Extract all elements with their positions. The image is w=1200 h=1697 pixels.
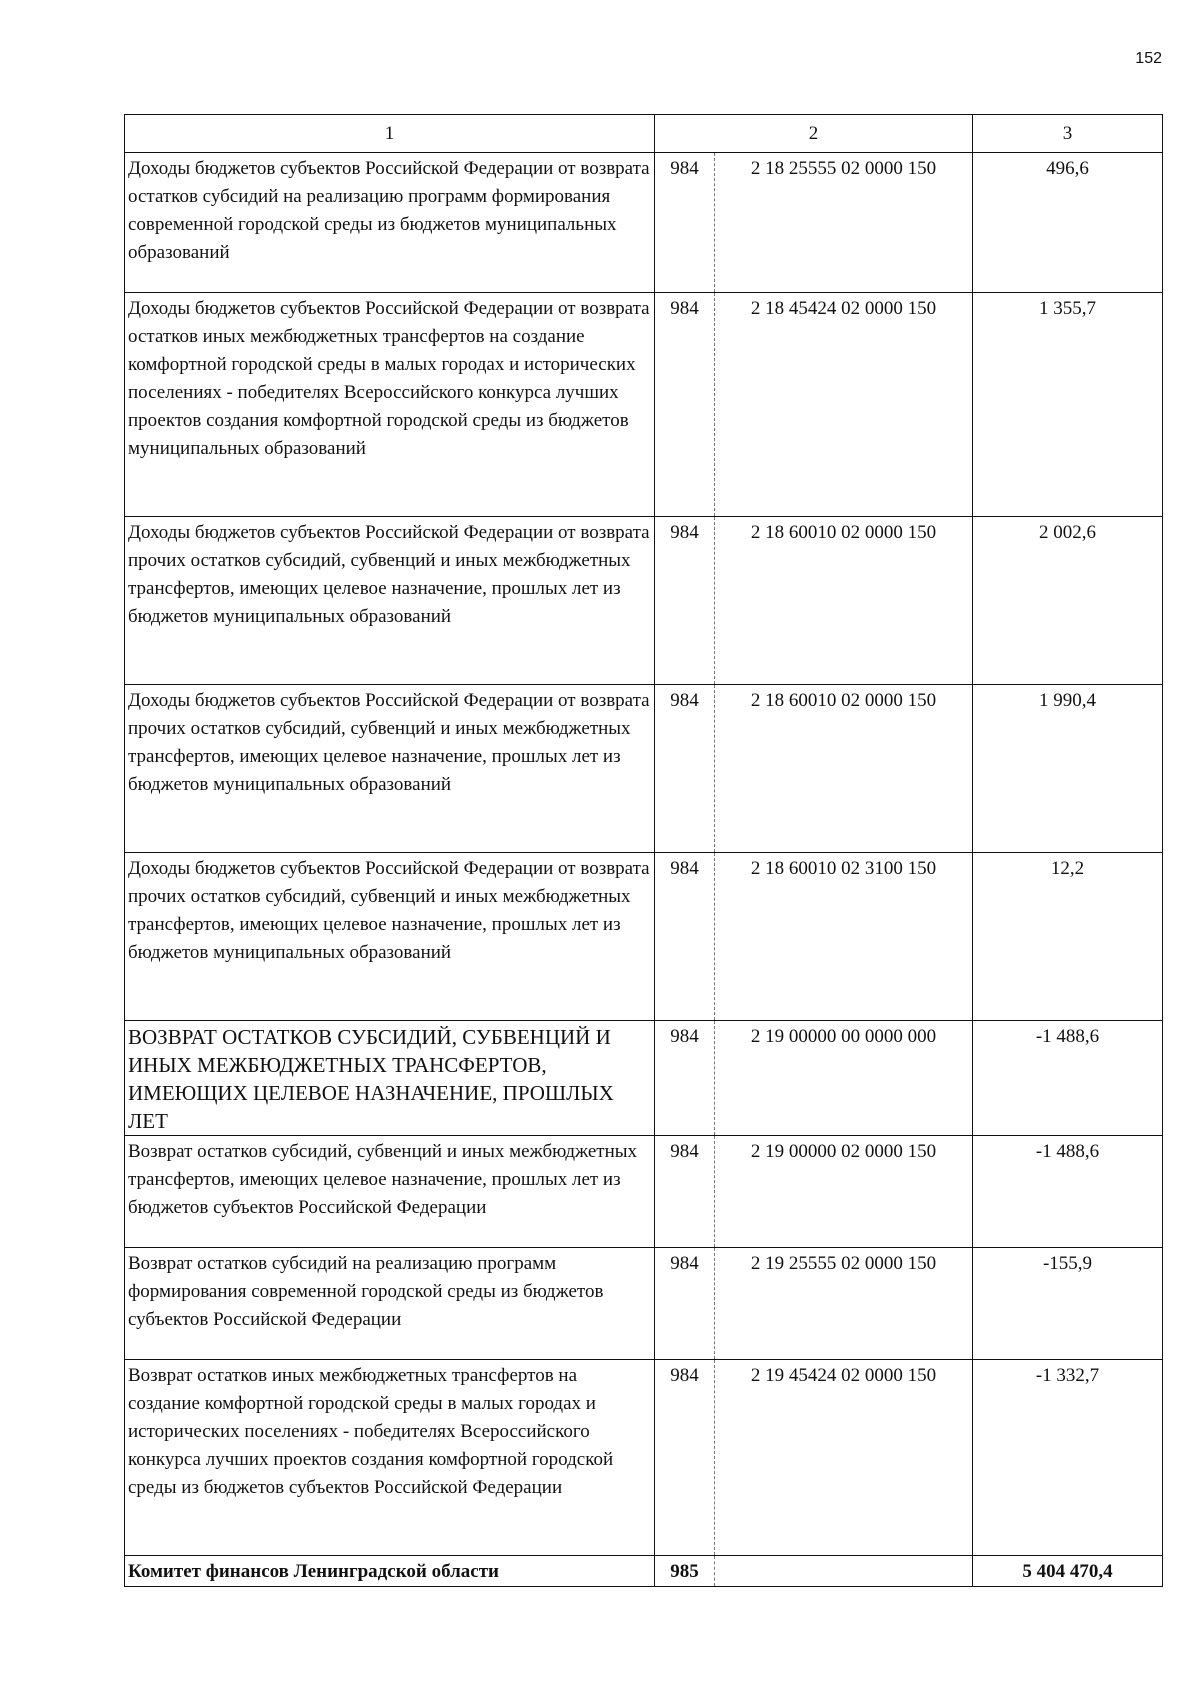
row-sum: -1 488,6 (973, 1136, 1163, 1248)
row-admin-code: 984 (655, 153, 715, 293)
row-budget-code: 2 19 00000 00 0000 000 (715, 1021, 973, 1136)
table-row (125, 1248, 1163, 1360)
header-col-1: 1 (125, 115, 655, 153)
table-row (125, 1021, 1163, 1136)
row-budget-code: 2 19 00000 02 0000 150 (715, 1136, 973, 1248)
row-sum: 2 002,6 (973, 517, 1163, 685)
row-admin-code: 984 (655, 685, 715, 853)
row-budget-code: 2 18 60010 02 0000 150 (715, 517, 973, 685)
row-budget-code: 2 18 60010 02 3100 150 (715, 853, 973, 1021)
table-row (125, 517, 1163, 685)
budget-revenue-table (124, 114, 1163, 1587)
row-admin-code: 985 (655, 1556, 715, 1587)
table-total-row (125, 1556, 1163, 1587)
row-sum: -1 488,6 (973, 1021, 1163, 1136)
row-sum: 496,6 (973, 153, 1163, 293)
row-admin-code: 984 (655, 1248, 715, 1360)
row-budget-code (715, 1556, 973, 1587)
row-budget-code: 2 18 60010 02 0000 150 (715, 685, 973, 853)
table-header-row (125, 115, 1163, 153)
row-name: Доходы бюджетов субъектов Российской Федерации от возврата прочих остатков субсидий, субвенций и иных межбюджетных трансфертов, имеющих целевое назначение, прошлых лет из бюджетов муниципальных образований (125, 685, 655, 853)
table-row (125, 1136, 1163, 1248)
page-number: 152 (1135, 50, 1162, 67)
row-sum: 1 990,4 (973, 685, 1163, 853)
row-name: ВОЗВРАТ ОСТАТКОВ СУБСИДИЙ, СУБВЕНЦИЙ И ИНЫХ МЕЖБЮДЖЕТНЫХ ТРАНСФЕРТОВ, ИМЕЮЩИХ ЦЕЛЕВОЕ НАЗНАЧЕНИЕ, ПРОШЛЫХ ЛЕТ (125, 1021, 655, 1136)
table-row (125, 685, 1163, 853)
row-name: Доходы бюджетов субъектов Российской Федерации от возврата остатков субсидий на реализацию программ формирования современной городской среды из бюджетов муниципальных образований (125, 153, 655, 293)
table-row (125, 293, 1163, 517)
row-sum: -1 332,7 (973, 1360, 1163, 1556)
row-sum: 1 355,7 (973, 293, 1163, 517)
row-admin-code: 984 (655, 293, 715, 517)
row-budget-code: 2 18 25555 02 0000 150 (715, 153, 973, 293)
header-col-3: 3 (973, 115, 1163, 153)
row-name: Доходы бюджетов субъектов Российской Федерации от возврата прочих остатков субсидий, субвенций и иных межбюджетных трансфертов, имеющих целевое назначение, прошлых лет из бюджетов муниципальных образований (125, 517, 655, 685)
row-admin-code: 984 (655, 517, 715, 685)
row-budget-code: 2 18 45424 02 0000 150 (715, 293, 973, 517)
row-sum: 5 404 470,4 (973, 1556, 1163, 1587)
table-row (125, 153, 1163, 293)
row-sum: -155,9 (973, 1248, 1163, 1360)
row-name: Возврат остатков иных межбюджетных трансфертов на создание комфортной городской среды в малых городах и исторических поселениях - победителях Всероссийского конкурса лучших проектов создания комфортной городской среды из бюджетов субъектов Российской Федерации (125, 1360, 655, 1556)
row-name: Возврат остатков субсидий на реализацию программ формирования современной городской среды из бюджетов субъектов Российской Федерации (125, 1248, 655, 1360)
row-sum: 12,2 (973, 853, 1163, 1021)
row-name: Доходы бюджетов субъектов Российской Федерации от возврата прочих остатков субсидий, субвенций и иных межбюджетных трансфертов, имеющих целевое назначение, прошлых лет из бюджетов муниципальных образований (125, 853, 655, 1021)
row-admin-code: 984 (655, 1021, 715, 1136)
row-budget-code: 2 19 25555 02 0000 150 (715, 1248, 973, 1360)
row-admin-code: 984 (655, 1360, 715, 1556)
row-name: Возврат остатков субсидий, субвенций и иных межбюджетных трансфертов, имеющих целевое назначение, прошлых лет из бюджетов субъектов Российской Федерации (125, 1136, 655, 1248)
row-name: Доходы бюджетов субъектов Российской Федерации от возврата остатков иных межбюджетных трансфертов на создание комфортной городской среды в малых городах и исторических поселениях - победителях Всероссийского конкурса лучших проектов создания комфортной городской среды из бюджетов муниципальных образований (125, 293, 655, 517)
row-admin-code: 984 (655, 853, 715, 1021)
row-budget-code: 2 19 45424 02 0000 150 (715, 1360, 973, 1556)
table-row (125, 1360, 1163, 1556)
header-col-2: 2 (655, 115, 973, 153)
row-admin-code: 984 (655, 1136, 715, 1248)
row-name: Комитет финансов Ленинградской области (125, 1556, 655, 1587)
table-row (125, 853, 1163, 1021)
